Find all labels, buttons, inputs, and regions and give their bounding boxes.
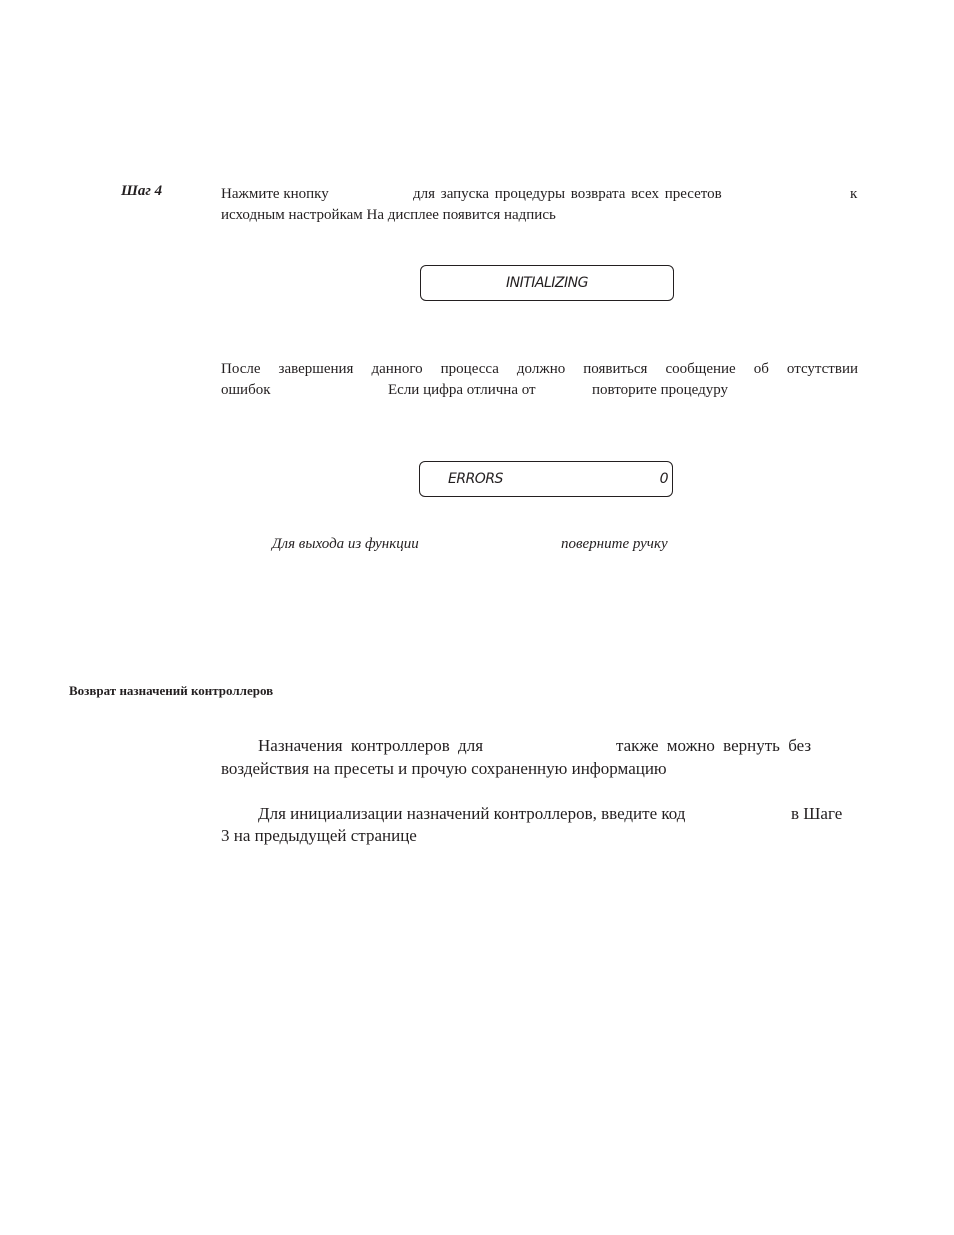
section-p1-line-1-b: также можно вернуть без — [616, 736, 812, 755]
lcd-display-errors — [419, 461, 673, 497]
step-text-part-1: Нажмите кнопку — [221, 186, 329, 202]
step-label: Шаг 4 — [121, 183, 163, 199]
section-p2-line-2: 3 на предыдущей странице — [221, 826, 417, 845]
after-process-line-1: После завершения данного процесса должно появиться сообщение об отсутствии — [221, 361, 858, 377]
after-process-line-2-a: ошибок — [221, 382, 271, 398]
exit-note-part-2: поверните ручку — [561, 536, 668, 552]
lcd-errors-value: 0 — [659, 471, 668, 487]
section-p1-line-1-a: Назначения контроллеров для — [258, 736, 484, 755]
after-process-line-2-c: повторите процедуру — [592, 382, 729, 398]
step-text-line-2: исходным настройкам На дисплее появится надпись — [221, 207, 556, 223]
lcd-initializing-text: INITIALIZING — [506, 275, 588, 291]
after-process-line-2-b: Если цифра отлична от — [388, 382, 536, 398]
lcd-errors-label: ERRORS — [448, 471, 503, 487]
section-heading: Возврат назначений контроллеров — [69, 683, 274, 698]
section-p1-line-2: воздействия на пресеты и прочую сохраненную информацию — [221, 759, 667, 778]
exit-note-part-1: Для выхода из функции — [272, 536, 419, 552]
section-p2-line-1-a: Для инициализации назначений контроллеров, введите код — [258, 804, 686, 823]
section-p2-line-1-b: в Шаге — [791, 804, 843, 823]
step-text-part-3: к — [850, 186, 858, 202]
step-text-part-2: для запуска процедуры возврата всех пресетов — [413, 186, 722, 202]
lcd-display-initializing — [420, 265, 674, 301]
